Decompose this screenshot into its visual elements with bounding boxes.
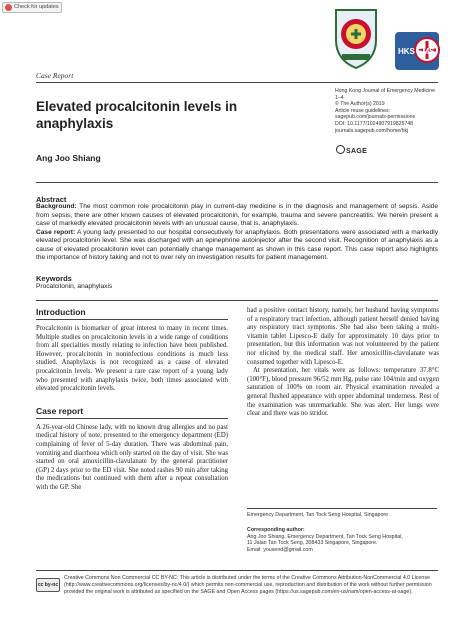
author-name: Ang Joo Shiang bbox=[36, 153, 101, 163]
corresponding-heading: Corresponding author: bbox=[247, 527, 305, 533]
journal-line: © The Author(s) 2019 bbox=[335, 101, 385, 108]
sage-icon bbox=[336, 145, 345, 154]
keywords-heading: Keywords bbox=[36, 274, 72, 283]
journal-link[interactable]: sagepub.com/journals-permissions bbox=[335, 114, 416, 121]
journal-home-link[interactable]: journals.sagepub.com/home/hkj bbox=[335, 127, 409, 134]
vitals-paragraph: At presentation, her vitals were as follows: temperature 37.8°C (100°F), blood pressure 96/52 mm Hg, pulse rate 104/min and oxygen saturation of 100% on room air. Physical examination revealed a general flushed appearance with upper abdominal tenderness. Rest of the examination was unremarkable. She was alert. Her lungs were clear and there was no stridor. bbox=[247, 367, 439, 418]
article-type-label: Case Report bbox=[36, 71, 74, 80]
case-rule bbox=[36, 418, 228, 419]
journal-info bbox=[335, 88, 465, 134]
case-report-label: Case report: bbox=[36, 228, 76, 236]
journal-line: Article reuse guidelines: bbox=[335, 107, 391, 114]
corresponding-line: 11 Jalan Tan Tock Seng, 308433 Singapore, Singapore. bbox=[247, 540, 378, 547]
article-title: Elevated procalcitonin levels in anaphylaxis bbox=[36, 99, 238, 131]
affiliation: Emergency Department, Tan Tock Seng Hospital, Singapore bbox=[247, 512, 389, 518]
check-for-updates-label: Check for updates bbox=[14, 4, 59, 10]
keywords-rule bbox=[36, 300, 438, 301]
corresponding-line: Ang Joo Shiang, Emergency Department, Tan Tock Seng Hospital, bbox=[247, 533, 403, 540]
corresponding-email[interactable]: Email: yousend@gmail.com bbox=[247, 546, 313, 553]
college-crest-logo bbox=[332, 4, 380, 70]
introduction-heading: Introduction bbox=[36, 307, 86, 317]
left-column bbox=[36, 307, 228, 493]
header-rule bbox=[36, 82, 438, 83]
hksems-logo-text: HKS EMS bbox=[398, 47, 435, 56]
license-rule bbox=[36, 570, 438, 571]
journal-line: 1–4 bbox=[335, 94, 344, 101]
check-for-updates-badge[interactable] bbox=[2, 2, 62, 13]
footnote-rule bbox=[247, 508, 437, 509]
keywords-text: Procalcitonin, anaphylaxis bbox=[36, 283, 113, 290]
cc-badge-text: cc by-nc bbox=[37, 582, 59, 588]
history-paragraph: had a positive contact history, namely, her husband having symptoms of a respiratory tract infection, although patient herself denied having any respiratory tract symptoms. She had also been taking a multi-vitamin tablet Lipesco-E daily for approximately 10 days prior to presentation, but this information was not volunteered by the patient nor elicited by the medical staff. Her amoxicillin-clavulanate was consumed together with Lipesco-E. bbox=[247, 307, 439, 366]
case-report-paragraph: A 26-year-old Chinese lady, with no known drug allergies and no past medical history of note, presented to the emergency department (ED) complaining of fever of 5-day duration. There was abdominal pain, vomiting and diarrhoea which only started on the day of visit. She was started on oral amoxicillin-clavulanate by the general practitioner (GP) 2 days prior to the ED visit. She noted rashes 90 min after taking the medications but continued with them after a repeat consultation with the GP. She bbox=[36, 423, 228, 491]
case-report-text: A young lady presented to our hospital consecutively for anaphylaxis. Both presentations were associated with a markedly elevated procalcitonin level. She was discharged with an epinephrine autoinjector after the second visit. Recognition of anaphylaxis as a cause of elevated procalcitonin level can potentially change management as shown in this case report. This case report also highlights the importance of history taking and not to over rely on investigation results for patient management. bbox=[36, 228, 439, 261]
update-icon bbox=[5, 4, 12, 11]
abstract-body bbox=[36, 203, 438, 263]
case-report-heading: Case report bbox=[36, 405, 84, 416]
author-rule bbox=[36, 182, 438, 183]
corresponding-author bbox=[247, 527, 437, 553]
journal-line: Hong Kong Journal of Emergency Medicine bbox=[335, 88, 436, 94]
cc-license-icon bbox=[36, 578, 60, 592]
intro-paragraph: Procalcitonin is biomarker of great interest to many in recent times. Multiple studies on procalcitonin levels in a wide range of conditions from all specialties mostly relating to infection have been published. However, procalcitonin in noninfectious conditions is much less studied. Anaphylaxis is not recognized as a cause of elevated procalcitonin levels. We present a rare case report of a young lady who presented with anaphylaxis twice, both times associated with elevated procalcitonin levels. bbox=[36, 325, 228, 393]
license-text: Creative Commons Non Commercial CC BY-NC: This article is distributed under the terms of the Creative Commons Attribution-NonCommercial 4.0 License (http://www.creativecommons.org/licenses/by-nc/4.0/) which permits non-commercial use, reproduction and distribution of the work without further permission provided the original work is attributed as specified on the SAGE and Open Access pages (https://us.sagepub.com/en-us/nam/open-access-at-sage). bbox=[64, 575, 432, 595]
hksems-logo bbox=[393, 30, 441, 72]
abstract-heading: Abstract bbox=[36, 195, 67, 204]
intro-rule bbox=[36, 319, 228, 320]
sage-logo bbox=[336, 145, 367, 155]
right-column bbox=[247, 307, 439, 419]
publisher-name: SAGE bbox=[346, 148, 368, 155]
background-text: The most common role procalcitonin play in current-day medicine is in the diagnosis and management of sepsis. Aside from sepsis, there are other known causes of elevated procalcitonin, for example, trauma and severe pancreatitis. We herein present a case of markedly elevated procalcitonin levels with an unusual cause, that is, anaphylaxis. bbox=[36, 203, 438, 227]
background-label: Background: bbox=[36, 203, 77, 210]
doi-link[interactable]: DOI: 10.1177/1024907919825748 bbox=[335, 120, 414, 127]
